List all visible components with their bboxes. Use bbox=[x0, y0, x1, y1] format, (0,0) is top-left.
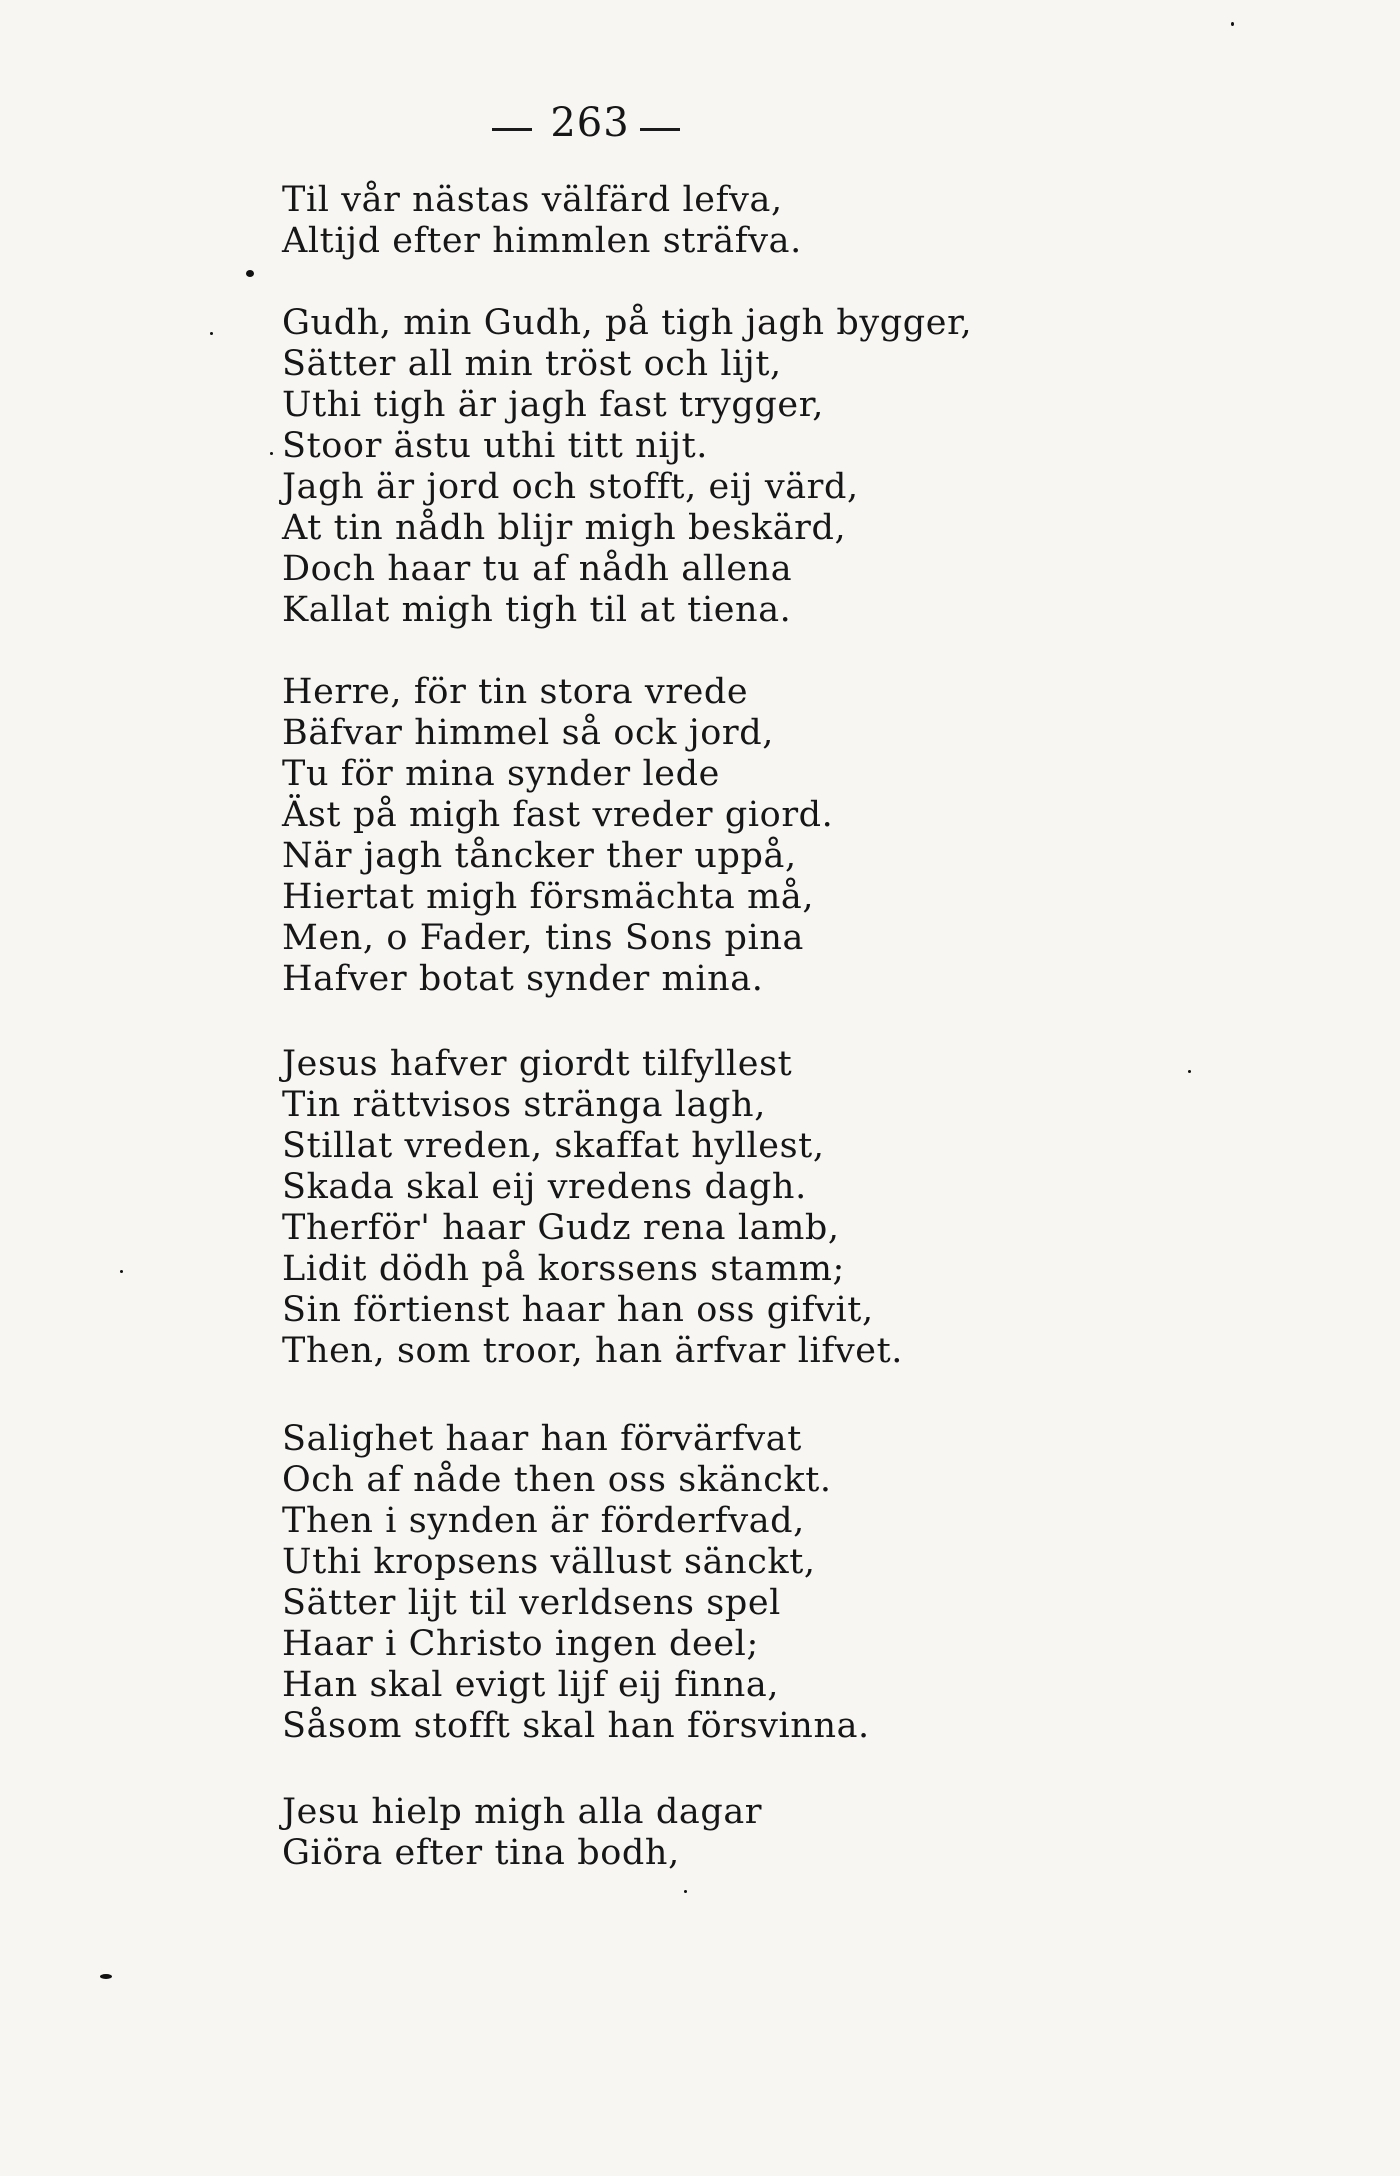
verse-line: Giöra efter tina bodh, bbox=[282, 1833, 680, 1873]
stanza-2 bbox=[282, 303, 972, 631]
verse-line: Sätter lijt til verldsens spel bbox=[282, 1583, 781, 1623]
verse-line: Kallat migh tigh til at tiena. bbox=[282, 590, 792, 630]
verse-line: Skada skal eij vredens dagh. bbox=[282, 1167, 807, 1207]
header-dash-right bbox=[640, 128, 680, 131]
verse-line: Han skal evigt lijf eij finna, bbox=[282, 1665, 780, 1705]
verse-line: Hiertat migh försmächta må, bbox=[282, 877, 815, 917]
print-speck bbox=[100, 1974, 112, 1979]
verse-line: Tu för mina synder lede bbox=[282, 754, 720, 794]
verse-line: Gudh, min Gudh, på tigh jagh bygger, bbox=[282, 303, 973, 343]
verse-line: Hafver botat synder mina. bbox=[282, 959, 764, 999]
verse-line: Tin rättvisos stränga lagh, bbox=[282, 1085, 766, 1125]
stanza-3 bbox=[282, 672, 833, 1000]
verse-line: Til vår nästas välfärd lefva, bbox=[282, 180, 783, 220]
verse-line: När jagh tåncker ther uppå, bbox=[282, 836, 797, 876]
verse-line: Salighet haar han förvärfvat bbox=[282, 1419, 802, 1459]
verse-line: Men, o Fader, tins Sons pina bbox=[282, 918, 804, 958]
verse-line: Then, som troor, han ärfvar lifvet. bbox=[282, 1331, 903, 1371]
verse-line: Äst på migh fast vreder giord. bbox=[282, 795, 834, 835]
print-speck bbox=[684, 1890, 687, 1893]
verse-line: Jagh är jord och stofft, eij värd, bbox=[282, 467, 859, 507]
print-speck bbox=[270, 452, 273, 455]
verse-line: Bäfvar himmel så ock jord, bbox=[282, 713, 774, 753]
verse-line: Såsom stofft skal han försvinna. bbox=[282, 1706, 870, 1746]
verse-line: Haar i Christo ingen deel; bbox=[282, 1624, 759, 1664]
verse-line: Stoor ästu uthi titt nijt. bbox=[282, 426, 708, 466]
verse-line: Och af nåde then oss skänckt. bbox=[282, 1460, 832, 1500]
page-header bbox=[0, 100, 1400, 160]
verse-line: Altijd efter himmlen sträfva. bbox=[282, 221, 802, 261]
verse-line: Lidit dödh på korssens stamm; bbox=[282, 1249, 845, 1289]
verse-line: Sin förtienst haar han oss gifvit, bbox=[282, 1290, 874, 1330]
verse-line: Doch haar tu af nådh allena bbox=[282, 549, 793, 589]
print-speck bbox=[120, 1270, 123, 1273]
page-number: 263 bbox=[550, 100, 630, 146]
verse-line: Stillat vreden, skaffat hyllest, bbox=[282, 1126, 825, 1166]
verse-line: Uthi tigh är jagh fast trygger, bbox=[282, 385, 824, 425]
verse-line: Therför' haar Gudz rena lamb, bbox=[282, 1208, 840, 1248]
verse-line: Then i synden är förderfvad, bbox=[282, 1501, 805, 1541]
print-speck bbox=[1188, 1070, 1191, 1073]
verse-line: Jesu hielp migh alla dagar bbox=[282, 1792, 763, 1832]
verse-line: Jesus hafver giordt tilfyllest bbox=[282, 1044, 793, 1084]
verse-line: Herre, för tin stora vrede bbox=[282, 672, 749, 712]
print-speck bbox=[210, 332, 213, 335]
verse-line: Sätter all min tröst och lijt, bbox=[282, 344, 782, 384]
verse-line: At tin nådh blijr migh beskärd, bbox=[282, 508, 847, 548]
stanza-5 bbox=[282, 1419, 870, 1747]
stanza-4 bbox=[282, 1044, 903, 1372]
verse-line: Uthi kropsens vällust sänckt, bbox=[282, 1542, 816, 1582]
stanza-6 bbox=[282, 1792, 762, 1874]
print-speck bbox=[1231, 22, 1234, 26]
stanza-1 bbox=[282, 180, 802, 262]
print-speck bbox=[246, 270, 254, 277]
